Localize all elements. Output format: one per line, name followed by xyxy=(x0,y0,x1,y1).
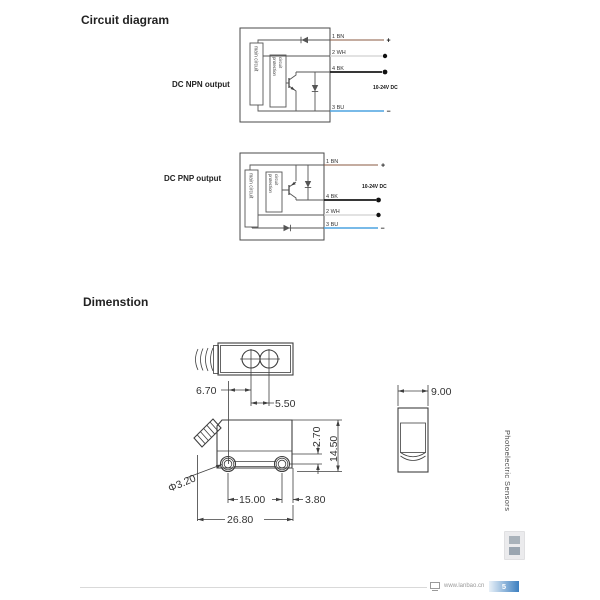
pnp-wire-label-1: 1 BN xyxy=(326,159,339,165)
mounting-hole-left xyxy=(221,457,236,472)
pnp-output-label: DC PNP output xyxy=(164,174,222,183)
pnp-bu-diode xyxy=(284,225,291,231)
npn-circuit-diagram xyxy=(230,25,400,130)
sidebar-category-label: Photoelectric Sensors xyxy=(503,430,512,512)
npn-supply-label: 10-24V DC xyxy=(373,85,398,91)
pnp-circuit-diagram xyxy=(230,148,400,250)
npn-minus-terminal: − xyxy=(386,108,391,116)
npn-diode xyxy=(301,37,308,43)
dim-hole-spacing: 15.00 xyxy=(239,494,266,506)
footer-website[interactable]: www.lanbao.cn xyxy=(444,583,485,589)
dimension-heading: Dimenstion xyxy=(83,295,149,309)
pnp-rail-bn xyxy=(250,165,324,170)
dim-hole-diameter: Φ3.20 xyxy=(166,472,198,495)
badge-slat-top xyxy=(509,536,520,544)
pnp-protection-label-1: protection xyxy=(268,174,273,193)
monitor-icon xyxy=(430,582,440,591)
footer-divider xyxy=(80,587,427,588)
npn-rail-bu xyxy=(258,105,330,111)
dim-lens-offset: 6.70 xyxy=(196,385,217,397)
npn-outer-box xyxy=(240,28,330,122)
pnp-supply-label: 10-24V DC xyxy=(362,184,387,190)
sidebar-product-badge xyxy=(504,531,525,560)
npn-main-circuit-label: main circuit xyxy=(252,46,259,72)
dim-body-height: 14.50 xyxy=(328,435,340,462)
npn-wire-label-2: 2 WH xyxy=(332,50,346,56)
pnp-plus-terminal: + xyxy=(381,162,386,170)
pnp-clamp-diode xyxy=(305,165,311,200)
dim-hole-height: 2.70 xyxy=(311,426,323,447)
npn-protection-label-2: circuit xyxy=(278,57,283,69)
pnp-terminal-bk-dot xyxy=(376,198,381,203)
npn-plus-terminal: + xyxy=(386,37,391,45)
npn-zener-diode xyxy=(312,72,318,111)
npn-terminal-wh-dot xyxy=(383,54,387,58)
pnp-protection-label-2: circuit xyxy=(274,174,279,186)
side-view xyxy=(194,419,292,472)
npn-wire-label-1: 1 BN xyxy=(332,34,345,40)
npn-transistor xyxy=(286,72,296,111)
dim-body-depth: 9.00 xyxy=(431,386,452,398)
pnp-wire-label-2: 4 BK xyxy=(326,194,338,200)
pnp-transistor xyxy=(282,182,296,200)
pnp-minus-terminal: − xyxy=(380,225,385,233)
pnp-wire-label-4: 3 BU xyxy=(326,222,339,228)
npn-wire-label-4: 3 BU xyxy=(332,105,345,111)
npn-output-label: DC NPN output xyxy=(172,80,230,89)
dim-lens-spacing: 5.50 xyxy=(275,398,296,410)
dim-body-width: 26.80 xyxy=(227,514,254,526)
pnp-wire-label-3: 2 WH xyxy=(326,209,340,215)
npn-rail-bn xyxy=(258,40,330,43)
dim-hole-edge: 3.80 xyxy=(305,494,326,506)
pnp-terminal-wh-dot xyxy=(376,213,380,217)
circuit-diagram-heading: Circuit diagram xyxy=(81,13,170,27)
side-view-dimensions xyxy=(166,420,342,526)
badge-slat-bottom xyxy=(509,547,520,555)
end-view xyxy=(398,385,452,472)
dimension-drawing xyxy=(165,335,460,535)
page-number-badge: 5 xyxy=(489,581,519,592)
npn-protection-label-1: protection xyxy=(272,57,277,76)
npn-wire-label-3: 4 BK xyxy=(332,66,344,72)
npn-terminal-bk-dot xyxy=(383,70,388,75)
pnp-main-circuit-label: main circuit xyxy=(247,173,254,199)
mounting-hole-right xyxy=(275,457,290,472)
top-view xyxy=(196,343,294,375)
